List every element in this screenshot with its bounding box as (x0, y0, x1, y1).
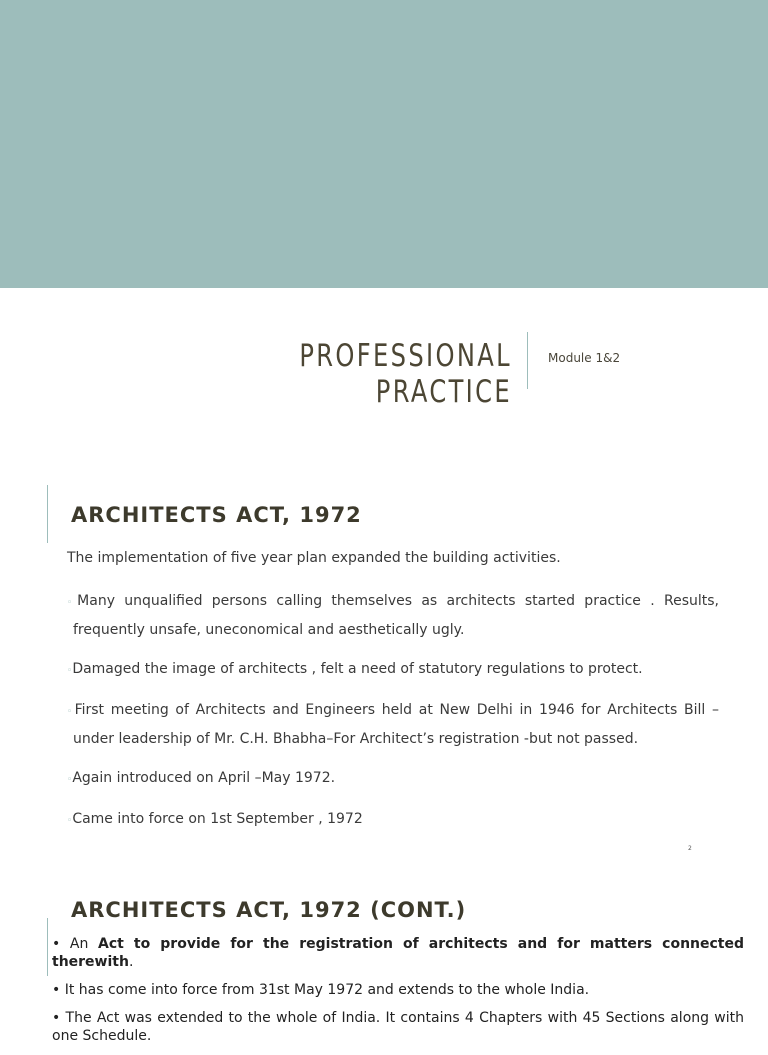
list-item: ◦First meeting of Architects and Engineers held at New Delhi in 1946 for Architects Bill – under leadership of Mr. C.H. Bhabha–For Architect’s registration -but not passed. (67, 702, 719, 747)
bullet-list (67, 588, 719, 847)
bullet-icon: ◦ (67, 707, 75, 717)
slide-heading-cont: ARCHITECTS ACT, 1972 (CONT.) (71, 898, 467, 922)
presentation-subtitle: Module 1&2 (548, 351, 621, 365)
list-item: • The Act was extended to the whole of India. It contains 4 Chapters with 45 Sections along with one Schedule. (52, 1010, 744, 1044)
title-divider (527, 332, 528, 389)
list-item: ◦Came into force on 1st September , 1972 (67, 811, 363, 827)
bullet-icon: • (52, 936, 61, 952)
list-item: • An Act to provide for the registration of architects and for matters connected therewith. (52, 936, 744, 970)
list-item: ◦Again introduced on April –May 1972. (67, 770, 336, 786)
list-item: ◦Damaged the image of architects , felt a need of statutory regulations to protect. (67, 661, 643, 677)
bullet-list-cont (52, 935, 744, 1055)
slide-accent-bar (47, 918, 48, 976)
list-item: ◦Many unqualified persons calling themselves as architects started practice . Results, frequently unsafe, uneconomical and aesthetically ugly. (67, 593, 719, 638)
presentation-title: PROFESSIONAL PRACTICE (299, 338, 512, 410)
bullet-icon: ◦ (67, 598, 78, 608)
page-number: 2 (688, 845, 692, 852)
bullet-icon: ◦ (67, 816, 73, 826)
bullet-icon: • (52, 1010, 61, 1026)
title-slide-banner (0, 0, 768, 288)
bullet-icon: • (52, 982, 61, 998)
slide-intro-text: The implementation of five year plan expanded the building activities. (67, 550, 561, 566)
bullet-icon: ◦ (67, 775, 73, 785)
bullet-icon: ◦ (67, 666, 73, 676)
slide-accent-bar (47, 485, 48, 543)
slide-heading: ARCHITECTS ACT, 1972 (71, 503, 362, 527)
list-item: • It has come into force from 31st May 1972 and extends to the whole India. (52, 982, 590, 998)
